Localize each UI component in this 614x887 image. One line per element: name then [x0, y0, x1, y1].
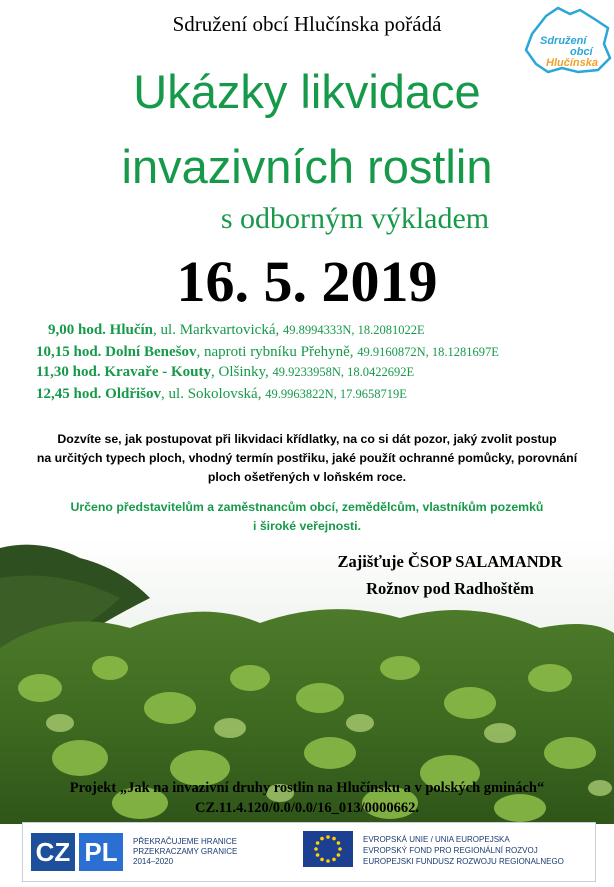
schedule-coords: 49.9160872N, 18.1281697E	[357, 345, 499, 359]
info-line: Dozvíte se, jak postupovat při likvidaci křídlatky, na co si dát pozor, jaký zvolit postup	[57, 432, 557, 446]
eu-flag-icon	[303, 831, 353, 867]
info-line: na určitých typech ploch, vhodný termín postřiku, jaké použít ochranné pomůcky, porovnání	[36, 451, 578, 465]
event-date: 16. 5. 2019	[176, 249, 438, 314]
audience-line: i široké veřejnosti.	[253, 519, 361, 533]
info-paragraph	[0, 430, 614, 487]
schedule-detail: , naproti rybníku Přehyně,	[196, 344, 358, 360]
schedule-time-place: 11,30 hod. Kravaře - Kouty	[36, 364, 211, 380]
project-info	[0, 778, 614, 818]
schedule-coords: 49.9233958N, 18.0422692E	[272, 365, 415, 379]
schedule-coords: 49.8994333N, 18.2081022E	[283, 323, 425, 337]
logo-word-1: Sdružení	[540, 35, 587, 47]
organizer-line: Sdružení obcí Hlučínska pořádá	[172, 12, 442, 36]
interreg-line-3: 2014–2020	[133, 857, 174, 866]
title-line-2: invazivních rostlin	[121, 140, 493, 193]
audience-paragraph	[0, 498, 614, 536]
audience-line: Určeno představitelům a zaměstnancům obcí, zemědělcům, vlastníkům pozemků	[70, 500, 544, 514]
interreg-line-2: PRZEKRACZAMY GRANICE	[133, 847, 238, 856]
info-line: ploch ošetřených v loňském roce.	[207, 470, 407, 484]
schedule-time-place: 12,45 hod. Oldřišov	[36, 386, 162, 402]
subtitle: s odborným výkladem	[220, 202, 490, 235]
project-title: Projekt „Jak na invazivní druhy rostlin na Hlučínsku a v polských gminách“	[69, 780, 545, 796]
cz-logo-box: CZ	[31, 833, 75, 871]
project-number: CZ.11.4.120/0.0/0.0/16_013/0000662.	[195, 800, 419, 816]
provider-name: Zajišťuje ČSOP SALAMANDR	[337, 552, 563, 571]
schedule-item	[36, 362, 414, 382]
eu-stars-icon	[303, 831, 353, 867]
eu-line-2: EVROPSKÝ FOND PRO REGIONÁLNÍ ROZVOJ	[363, 846, 538, 855]
schedule-detail: , Olšinky,	[211, 364, 273, 380]
logo-word-2: obcí	[570, 46, 593, 58]
pl-logo-box: PL	[79, 833, 123, 871]
schedule-coords: 49.9963822N, 17.9658719E	[265, 387, 407, 401]
eu-line-1: EVROPSKÁ UNIE / UNIA EUROPEJSKA	[363, 835, 510, 844]
schedule-time-place: 10,15 hod. Dolní Benešov	[36, 344, 197, 360]
title-line-1: Ukázky likvidace	[133, 65, 481, 118]
schedule-item	[36, 384, 407, 404]
schedule-item	[36, 342, 499, 362]
schedule-detail: , ul. Sokolovská,	[161, 386, 266, 402]
logo-word-3: Hlučínska	[546, 57, 598, 69]
schedule-detail: , ul. Markvartovická,	[153, 322, 283, 338]
schedule-item	[48, 320, 425, 340]
schedule-time-place: 9,00 hod. Hlučín	[48, 322, 154, 338]
provider-block	[300, 548, 600, 602]
funding-bar	[22, 822, 596, 882]
provider-location: Rožnov pod Radhoštěm	[366, 579, 534, 598]
eu-line-3: EUROPEJSKI FUNDUSZ ROZWOJU REGIONALNEGO	[363, 857, 564, 866]
interreg-line-1: PŘEKRAČUJEME HRANICE	[133, 837, 238, 846]
